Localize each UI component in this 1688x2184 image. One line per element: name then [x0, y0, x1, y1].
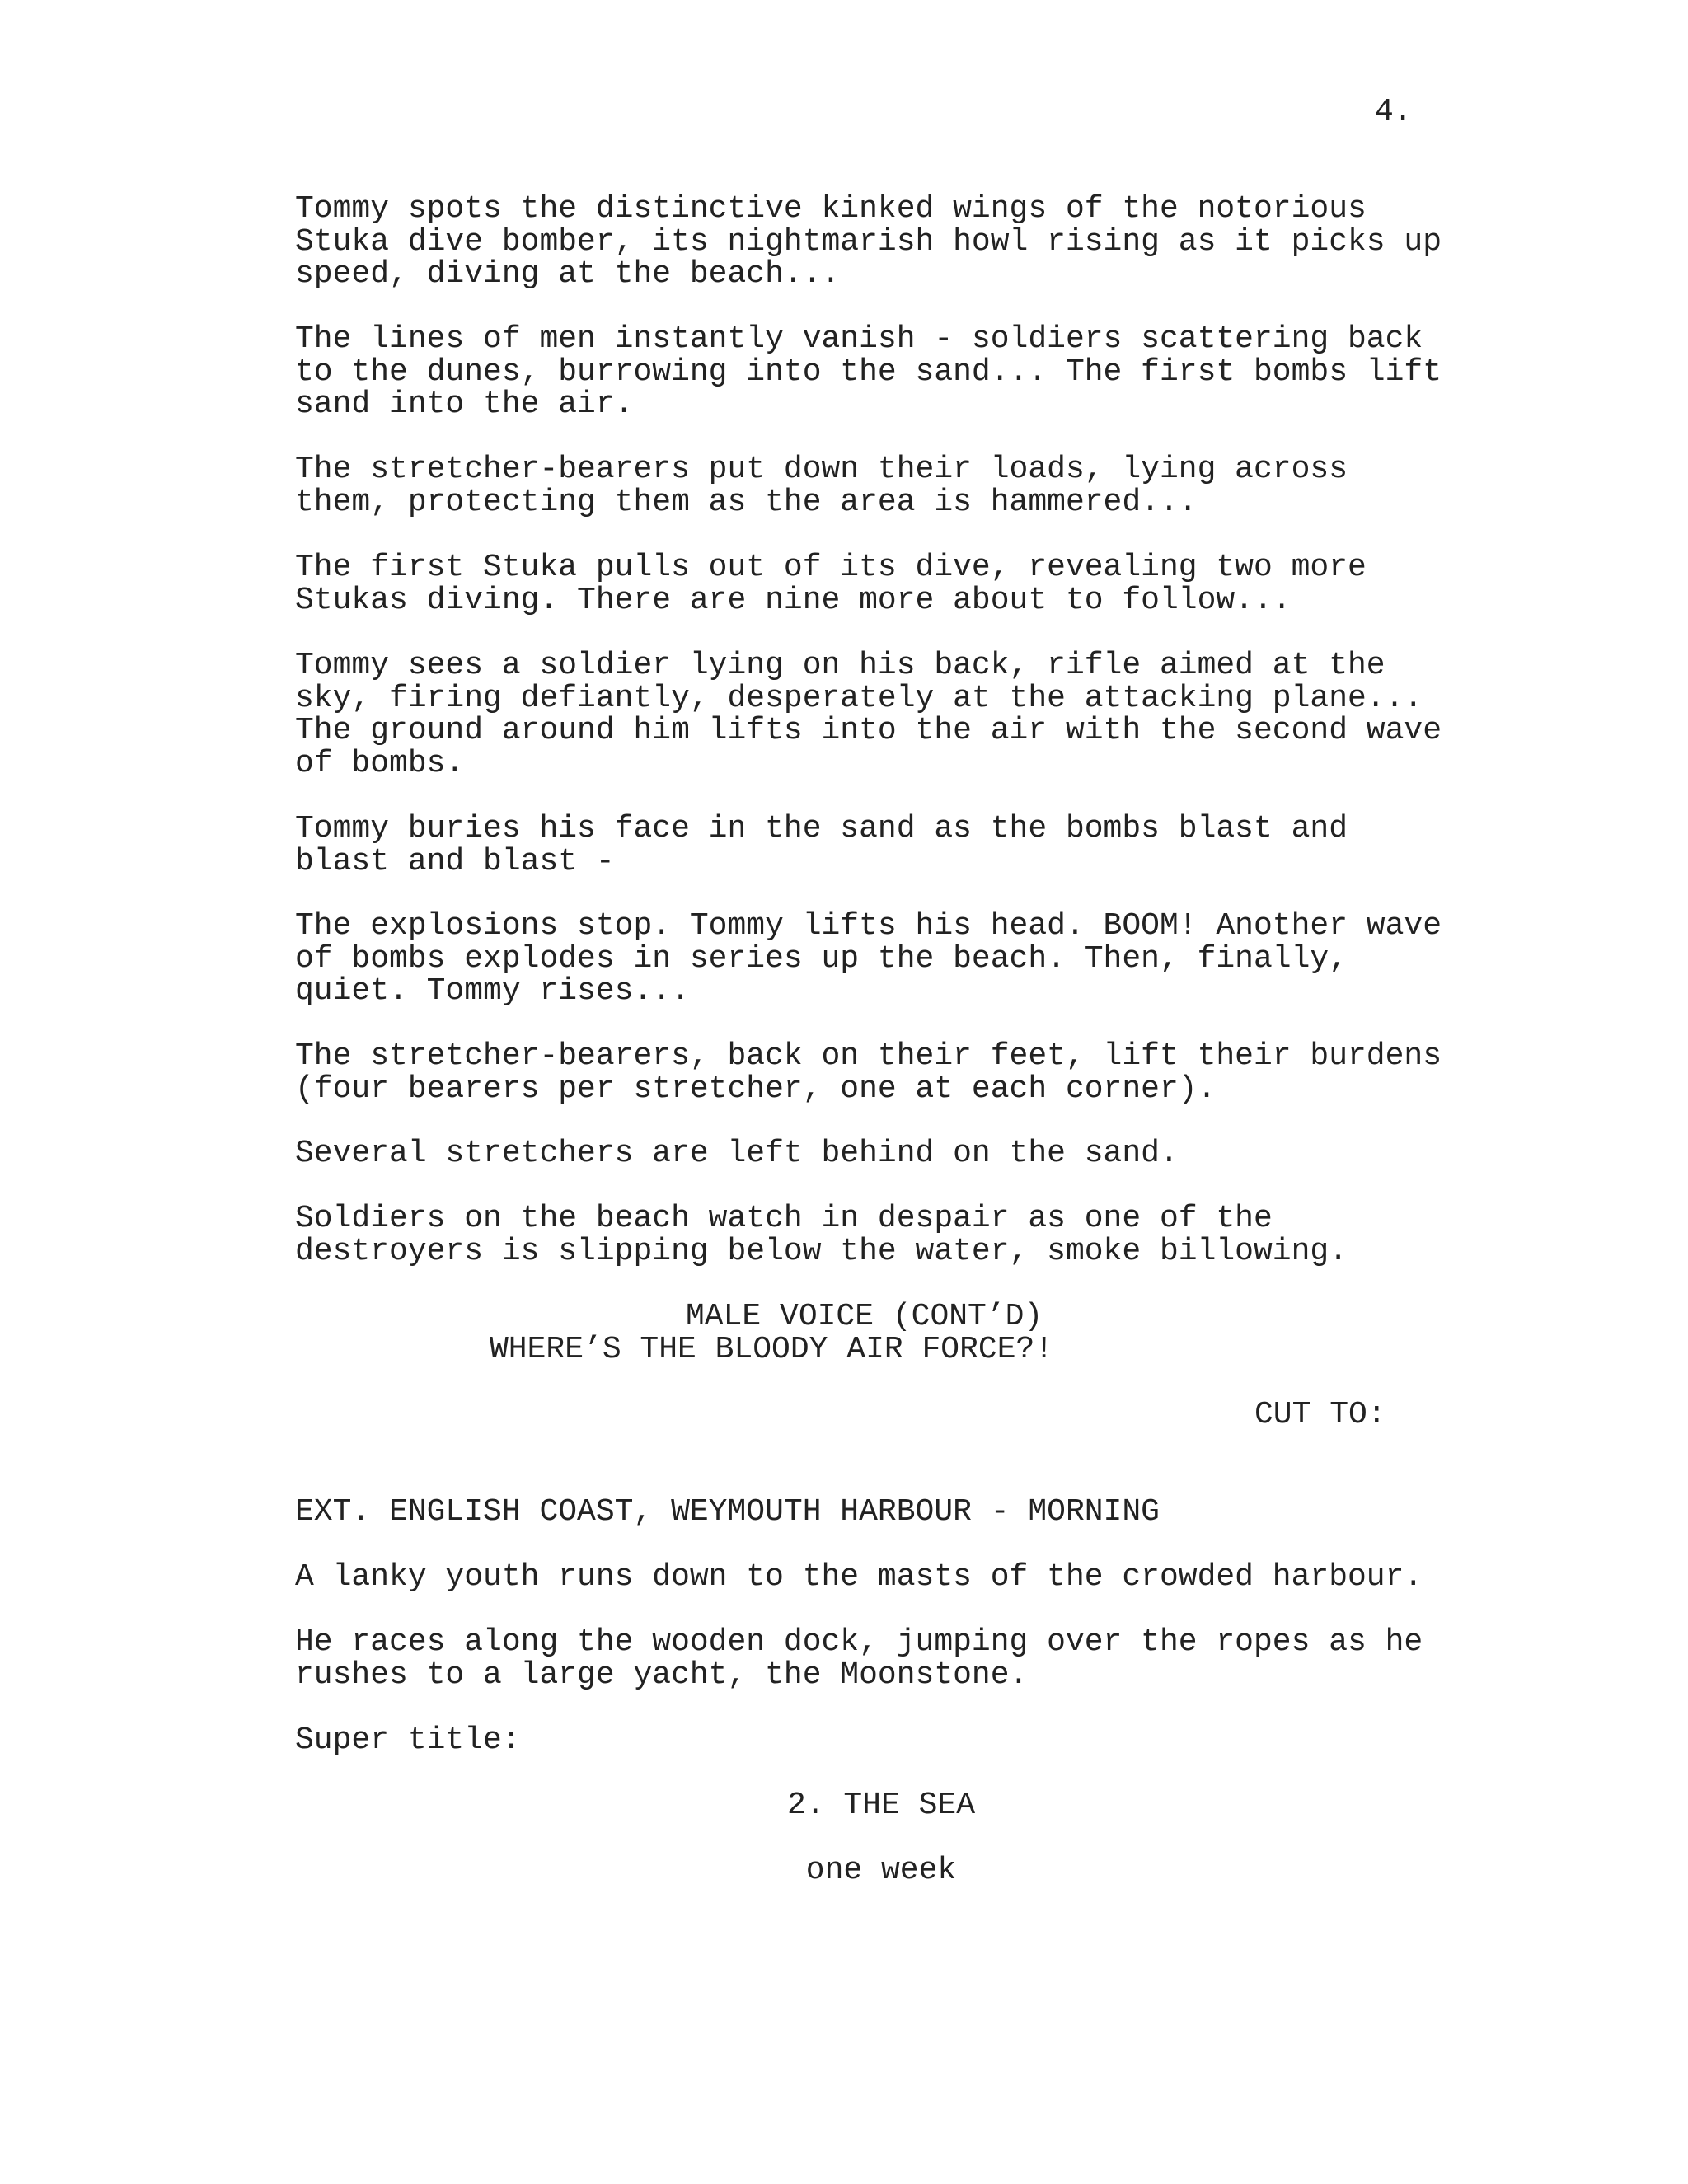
transition-cut-to: CUT TO: [1254, 1397, 1386, 1432]
action-paragraph-10: Soldiers on the beach watch in despair as one of the destroyers is slipping below the water, smoke billowing. [295, 1201, 1348, 1269]
scene-heading: EXT. ENGLISH COAST, WEYMOUTH HARBOUR - MORNING [295, 1494, 1160, 1530]
action-paragraph-8: The stretcher-bearers, back on their feet, lift their burdens (four bearers per stretcher, one at each corner). [295, 1038, 1442, 1107]
action-paragraph-4: The first Stuka pulls out of its dive, revealing two more Stukas diving. There are nine more about to follow... [295, 550, 1367, 618]
super-title-line-1: 2. THE SEA [786, 1788, 976, 1823]
action-paragraph-2: The lines of men instantly vanish - soldiers scattering back to the dunes, burrowing into the sand... The first bombs lift sand into the air. [295, 321, 1442, 422]
character-name: MALE VOICE (CONT’D) [686, 1299, 1043, 1334]
action-paragraph-6: Tommy buries his face in the sand as the bombs blast and blast and blast - [295, 811, 1348, 879]
super-title-line-2: one week [805, 1853, 957, 1888]
action-paragraph-12: He races along the wooden dock, jumping over the ropes as he rushes to a large yacht, the Moonstone. [295, 1624, 1423, 1693]
action-paragraph-13: Super title: [295, 1722, 521, 1758]
page-number: 4. [1375, 94, 1413, 129]
action-paragraph-3: The stretcher-bearers put down their loads, lying across them, protecting them as the area is hammered... [295, 452, 1348, 520]
action-paragraph-7: The explosions stop. Tommy lifts his head. BOOM! Another wave of bombs explodes in series up the beach. Then, finally, quiet. Tommy rises... [295, 908, 1442, 1009]
action-paragraph-9: Several stretchers are left behind on the sand. [295, 1136, 1179, 1171]
dialogue-line: WHERE’S THE BLOODY AIR FORCE?! [490, 1332, 1054, 1367]
action-paragraph-11: A lanky youth runs down to the masts of the crowded harbour. [295, 1559, 1423, 1595]
action-paragraph-1: Tommy spots the distinctive kinked wings of the notorious Stuka dive bomber, its nightmarish howl rising as it picks up speed, diving at the beach... [295, 191, 1442, 292]
action-paragraph-5: Tommy sees a soldier lying on his back, rifle aimed at the sky, firing defiantly, desperately at the attacking plane... The ground around him lifts into the air with the second wave of bombs. [295, 648, 1442, 781]
